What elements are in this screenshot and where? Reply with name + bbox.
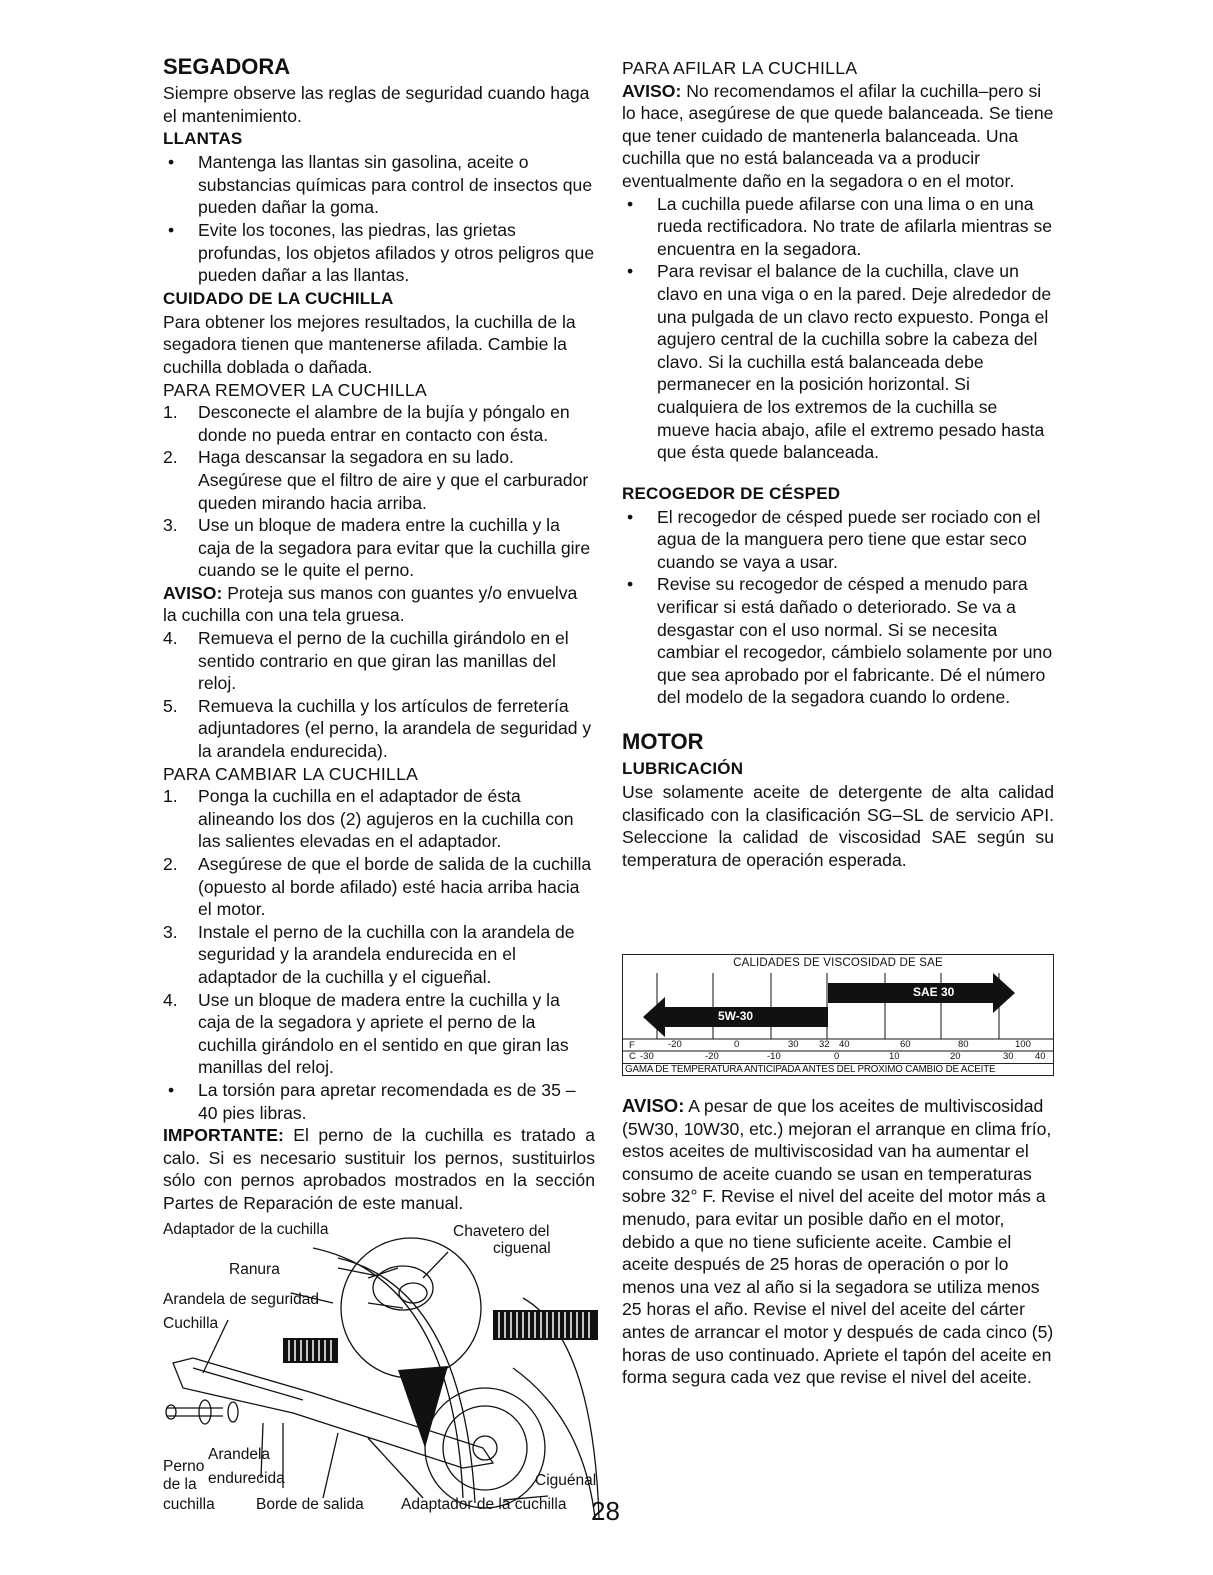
left-column	[163, 54, 595, 1215]
aviso-motor-block	[622, 1095, 1054, 1389]
f-tick: 60	[900, 1039, 911, 1050]
heading-lubricacion: LUBRICACIÓN	[622, 759, 744, 779]
remover-list-2	[163, 627, 595, 763]
viscosity-chart	[622, 954, 1054, 1064]
remover-list	[163, 401, 595, 582]
label-ciguenal: ciguenal	[493, 1240, 551, 1257]
label-adaptador: Adaptador de la cuchilla	[163, 1221, 329, 1238]
recogedor-list	[622, 506, 1054, 709]
c-tick: 20	[950, 1051, 961, 1062]
label-chavetero: Chavetero del	[453, 1223, 550, 1240]
heading-afilar: PARA AFILAR LA CUCHILLA	[622, 58, 858, 78]
c-tick: -10	[767, 1051, 781, 1062]
page-number: 28	[591, 1496, 620, 1526]
viscosity-footer: GAMA DE TEMPERATURA ANTICIPADA ANTES DEL PROXIMO CAMBIO DE ACEITE	[622, 1064, 1054, 1076]
label-endurecida: endurecida	[208, 1470, 285, 1487]
label-borde: Borde de salida	[256, 1496, 364, 1513]
intro-text: Siempre observe las reglas de seguridad cuando haga el mantenimiento.	[163, 83, 590, 126]
c-label: C	[629, 1051, 636, 1062]
aviso-proteja: AVISO: Proteja sus manos con guantes y/o envuelva la cuchilla con una tela gruesa.	[163, 582, 578, 626]
c-tick: -20	[705, 1051, 719, 1062]
heading-llantas: LLANTAS	[163, 129, 243, 149]
list-item: • Mantenga las llantas sin gasolina, aceite o substancias químicas para control de insectos que pueden dañar la goma.	[163, 151, 595, 219]
viscosity-title: CALIDADES DE VISCOSIDAD DE SAE	[733, 957, 943, 969]
c-tick: 40	[1035, 1051, 1046, 1062]
list-item: • Revise su recogedor de césped a menudo para verificar si está dañado o deteriorado. Se va a desgastar con el uso normal. Si se necesita cambiar el recogedor, cámbielo solamente por uno que sea aprobado por el fabricante. Dé el número del modelo de la segadora cuando lo ordene.	[622, 573, 1054, 709]
c-tick: 30	[1003, 1051, 1014, 1062]
label-ciguenal-2: Ciguénal	[535, 1472, 597, 1489]
importante-text: IMPORTANTE: El perno de la cuchilla es tratado a calo. Si es necesario sustituir los pernos, sustituirlos sólo con pernos aprobados mostrados en la sección Partes de Reparación de este manual.	[163, 1125, 595, 1213]
lubricacion-text: Use solamente aceite de detergente de alta calidad clasificado con la clasificación SG–SL de servicio API. Seleccione la calidad de viscosidad SAE según su temperatura de operación esperada.	[622, 782, 1054, 870]
label-cuchilla-2: cuchilla	[163, 1496, 215, 1513]
label-adaptador-2: Adaptador de la cuchilla	[401, 1496, 567, 1513]
aviso-afilar: AVISO: No recomendamos el afilar la cuchilla–pero si lo hace, asegúrese de que quede balanceada. Se tiene que tener cuidado de mantenerla balanceada. Una cuchilla que no está balanceada va a producir eventualmente daño en la segadora o en el motor.	[622, 80, 1054, 191]
heading-segadora: SEGADORA	[163, 54, 291, 79]
llantas-list	[163, 151, 595, 287]
list-item: 1. Ponga la cuchilla en el adaptador de ésta alineando los dos (2) agujeros en la cuchilla con las salientes elevadas en el adaptador.	[163, 786, 574, 852]
f-tick: 40	[839, 1039, 850, 1050]
label-cuchilla: Cuchilla	[163, 1315, 219, 1332]
list-item: 5. Remueva la cuchilla y los artículos de ferretería adjuntadores (el perno, la arandela de seguridad y la arandela endurecida).	[163, 695, 592, 762]
list-item: 3. Use un bloque de madera entre la cuchilla y la caja de la segadora para evitar que la cuchilla gire cuando se le quite el perno.	[163, 515, 591, 581]
list-item: 2. Haga descansar la segadora en su lado. Asegúrese que el filtro de aire y que el carburador queden mirando hacia arriba.	[163, 447, 589, 513]
5w30-label: 5W-30	[718, 1009, 754, 1023]
list-item: 2. Asegúrese de que el borde de salida de la cuchilla (opuesto al borde afilado) esté hacia arriba hacia el motor.	[163, 854, 592, 920]
cambiar-list	[163, 785, 595, 1124]
label-arandela-seguridad: Arandela de seguridad	[163, 1291, 319, 1308]
f-tick: 30	[788, 1039, 799, 1050]
cuidado-text: Para obtener los mejores resultados, la cuchilla de la segadora tienen que mantenerse afilada. Cambie la cuchilla doblada o dañada.	[163, 311, 576, 377]
heading-recogedor: RECOGEDOR DE CÉSPED	[622, 483, 841, 503]
list-item: 4. Use un bloque de madera entre la cuchilla y la caja de la segadora y apriete el perno de la cuchilla girándolo en el sentido en que giran las manillas del reloj.	[163, 989, 569, 1078]
heading-remover: PARA REMOVER LA CUCHILLA	[163, 379, 428, 400]
list-item: • Para revisar el balance de la cuchilla, clave un clavo en una viga o en la pared. Deje alrededor de una pulgada de un clavo recto expuesto. Ponga el agujero central de la cuchilla sobre la cabeza del clavo. Si la cuchilla está balanceada debe permanecer en la posición horizontal. Si cualquiera de los extremos de la cuchilla se mueve hacia abajo, afile el extremo pesado hasta que ésta quede balanceada.	[622, 260, 1054, 463]
list-item: • Evite los tocones, las piedras, las grietas profundas, los objetos afilados y otros peligros que pueden dañar a las llantas.	[163, 219, 595, 287]
label-perno: Perno	[163, 1458, 205, 1475]
f-tick: 100	[1015, 1039, 1031, 1050]
f-tick: 0	[734, 1039, 740, 1050]
sae30-label: SAE 30	[913, 985, 955, 999]
f-tick: -20	[668, 1039, 682, 1050]
list-item: • La torsión para apretar recomendada es de 35 – 40 pies libras.	[163, 1079, 595, 1124]
list-item: • La cuchilla puede afilarse con una lima o en una rueda rectificadora. No trate de afilarla mientras se encuentra en la segadora.	[622, 193, 1054, 261]
afilar-list	[622, 193, 1054, 464]
label-dela: de la	[163, 1476, 197, 1493]
c-tick: 10	[889, 1051, 900, 1062]
list-item: 1. Desconecte el alambre de la bujía y póngalo en donde no pueda entrar en contacto con ésta.	[163, 402, 570, 445]
right-column	[622, 54, 1054, 871]
heading-cuidado: CUIDADO DE LA CUCHILLA	[163, 288, 394, 308]
f-tick: 32	[819, 1039, 830, 1050]
blade-diagram	[163, 1218, 603, 1523]
aviso-motor-text: AVISO: A pesar de que los aceites de multiviscosidad (5W30, 10W30, etc.) mejoran el arranque en clima frío, estos aceites de multiviscosidad van ha aumentar el consumo de aceite cuando se usan en temperaturas sobre 32° F. Revise el nivel del aceite del motor más a menudo, para evitar un posible daño en el motor, debido a que no tiene suficiente aceite. Cambie el aceite después de 25 horas de operación o por lo menos una vez al año si la segadora se utiliza menos 25 horas el año. Revise el nivel del aceite del cárter antes de arrancar el motor y después de cada cinco (5) horas de uso continuado. Apriete el tapón del aceite en forma segura cada vez que revise el nivel del aceite.	[622, 1095, 1054, 1388]
f-tick: 80	[958, 1039, 969, 1050]
label-ranura: Ranura	[229, 1261, 280, 1278]
label-arandela: Arandela	[208, 1446, 271, 1463]
viscosity-arrows	[623, 955, 1053, 1063]
heading-cambiar: PARA CAMBIAR LA CUCHILLA	[163, 763, 419, 784]
list-item: • El recogedor de césped puede ser rociado con el agua de la manguera pero tiene que estar seco cuando se vaya a usar.	[622, 506, 1054, 574]
c-tick: 0	[834, 1051, 840, 1062]
f-label: F	[629, 1040, 635, 1051]
heading-motor: MOTOR	[622, 729, 704, 755]
list-item: 3. Instale el perno de la cuchilla con la arandela de seguridad y la arandela endurecida en el adaptador de la cuchilla y el cigueñal.	[163, 921, 575, 987]
c-tick: -30	[640, 1051, 654, 1062]
list-item: 4. Remueva el perno de la cuchilla girándolo en el sentido contrario en que giran las manillas del reloj.	[163, 628, 569, 694]
